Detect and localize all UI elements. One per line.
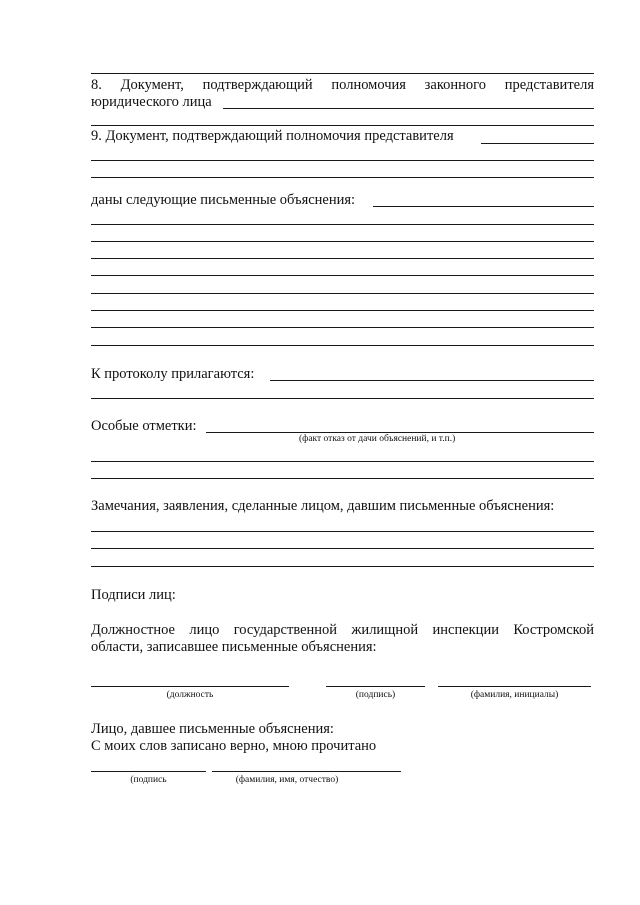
item-9-text: 9. Документ, подтверждающий полномочия представителя	[91, 128, 454, 144]
explanations-line[interactable]	[91, 310, 594, 311]
special-notes-line[interactable]	[91, 478, 594, 479]
caption-name: (фамилия, инициалы)	[470, 690, 559, 700]
official-text-line2: области, записавшее письменные объяснения:	[91, 639, 377, 655]
special-notes-label: Особые отметки:	[91, 418, 197, 434]
item-9-field[interactable]	[481, 143, 594, 144]
attachments-line[interactable]	[91, 398, 594, 399]
explanations-field[interactable]	[373, 206, 594, 207]
attachments-field[interactable]	[270, 380, 594, 381]
explanations-line[interactable]	[91, 241, 594, 242]
official-position-field[interactable]	[91, 686, 289, 687]
remarks-line[interactable]	[91, 548, 594, 549]
caption-signature: (подпись)	[355, 690, 396, 700]
caption-person-signature: (подпись	[130, 775, 167, 785]
signatures-title: Подписи лиц:	[91, 587, 176, 603]
official-name-field[interactable]	[438, 686, 591, 687]
remarks-line[interactable]	[91, 566, 594, 567]
explanations-line[interactable]	[91, 293, 594, 294]
caption-position: (должность	[166, 690, 214, 700]
explanations-line[interactable]	[91, 327, 594, 328]
explanations-label: даны следующие письменные объяснения:	[91, 192, 356, 208]
blank-line	[91, 177, 594, 178]
attachments-label: К протоколу прилагаются:	[91, 366, 255, 382]
official-signature-field[interactable]	[326, 686, 425, 687]
special-notes-field[interactable]	[206, 432, 594, 433]
special-notes-line[interactable]	[91, 461, 594, 462]
explanations-line[interactable]	[91, 345, 594, 346]
item-8-text-cont: юридического лица	[91, 94, 212, 110]
blank-line	[91, 125, 594, 126]
person-signature-field[interactable]	[91, 771, 206, 772]
item-8-text: 8. Документ, подтверждающий полномочия законного представителя	[91, 77, 594, 93]
person-name-field[interactable]	[212, 771, 401, 772]
person-text-line1: Лицо, давшее письменные объяснения:	[91, 721, 334, 737]
special-notes-hint: (факт отказ от дачи объяснений, и т.п.)	[299, 434, 456, 444]
blank-line	[91, 73, 594, 74]
explanations-line[interactable]	[91, 258, 594, 259]
explanations-line[interactable]	[91, 224, 594, 225]
official-text-line1: Должностное лицо государственной жилищной инспекции Костромской	[91, 622, 594, 638]
remarks-line[interactable]	[91, 531, 594, 532]
caption-person-name: (фамилия, имя, отчество)	[235, 775, 339, 785]
explanations-line[interactable]	[91, 275, 594, 276]
item-8-field[interactable]	[223, 108, 594, 109]
blank-line	[91, 160, 594, 161]
person-text-line2: С моих слов записано верно, мною прочитано	[91, 738, 377, 754]
remarks-label: Замечания, заявления, сделанные лицом, давшим письменные объяснения:	[91, 498, 555, 514]
